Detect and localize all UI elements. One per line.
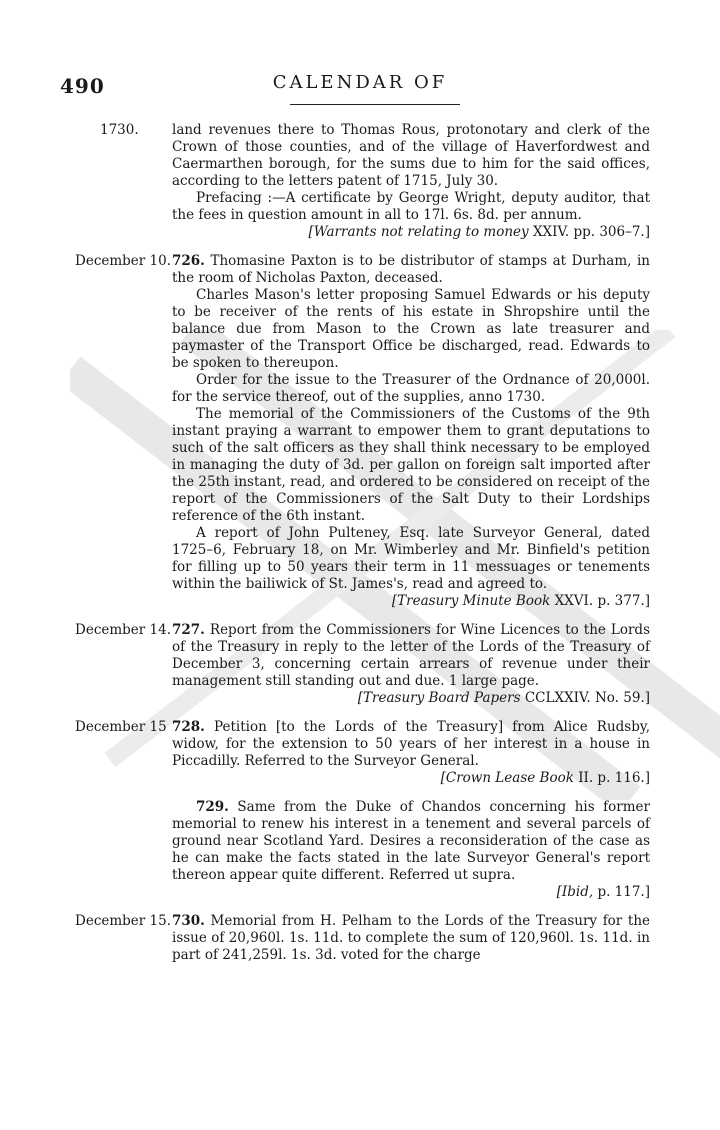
entry-number: 730. xyxy=(172,913,205,929)
entry-paragraph: 726. Thomasine Paxton is to be distributor of stamps at Durham, in the room of Nicholas Paxton, deceased. xyxy=(172,253,651,286)
entry-number: 726. xyxy=(172,253,205,269)
entry-date: December 15. xyxy=(75,913,172,929)
entry-729 xyxy=(0,799,720,901)
entry-paragraph: A report of John Pulteney, Esq. late Surveyor General, dated 1725–6, February 18, on Mr. Wimberley and Mr. Binfield's petition for filling up to 50 years their term in 11 messuages or tenements within the bailiwick of St. James's, read and agreed to. xyxy=(172,525,650,592)
entry-number: 729. xyxy=(196,799,229,815)
entry-year: 1730. xyxy=(100,122,139,138)
entry-paragraph: Charles Mason's letter proposing Samuel Edwards or his deputy to be receiver of the rents of his estate in Shropshire until the balance due from Mason to the Crown as late treasurer and paymaster of the Transport Office be discharged, read. Edwards to be spoken to thereupon. xyxy=(172,287,650,371)
entry-date: December 10. xyxy=(75,253,172,269)
source-reference: [Warrants not relating to money XXIV. pp. 306–7.] xyxy=(308,224,650,240)
entry-date: December 14. xyxy=(75,622,172,638)
entry-number: 727. xyxy=(172,622,205,638)
source-reference: [Ibid, p. 117.] xyxy=(556,884,650,900)
entry-727 xyxy=(0,622,720,707)
entry-number: 728. xyxy=(172,719,205,735)
entry-paragraph: The memorial of the Commissioners of the Customs of the 9th instant praying a warrant to empower them to grant deputations to such of the salt officers as they shall think necessary to be employed in managing the duty of 3d. per gallon on foreign salt imported after the 25th instant, read, and ordered to be considered on receipt of the report of the Commissioners of the Salt Duty to their Lordships reference of the 6th instant. xyxy=(172,406,650,524)
entry-paragraph: 727. Report from the Commissioners for Wine Licences to the Lords of the Treasury in reply to the letter of the Lords of the Treasury of December 3, concerning certain arrears of revenue under their management still standing out and due. 1 large page. xyxy=(172,622,651,689)
page-number: 490 xyxy=(60,74,105,98)
entry-date: December 15 xyxy=(75,719,167,735)
source-reference: [Crown Lease Book II. p. 116.] xyxy=(440,770,650,786)
entry-paragraph: land revenues there to Thomas Rous, protonotary and clerk of the Crown of those counties, and of the village of Haverfordwest and Caermarthen borough, for the sums due to him for the said offices, according to the letters patent of 1715, July 30. xyxy=(172,122,650,189)
calendar-content xyxy=(0,122,720,976)
entry-726 xyxy=(0,253,720,610)
entry-paragraph: Order for the issue to the Treasurer of the Ordnance of 20,000l. for the service thereof, out of the supplies, anno 1730. xyxy=(172,372,650,405)
entry-paragraph: Prefacing :—A certificate by George Wright, deputy auditor, that the fees in question amount in all to 17l. 6s. 8d. per annum. xyxy=(172,190,650,223)
source-reference: [Treasury Board Papers CCLXXIV. No. 59.] xyxy=(357,690,650,706)
page-header xyxy=(0,70,720,110)
running-head: CALENDAR OF xyxy=(272,72,448,93)
entry-730 xyxy=(0,913,720,964)
entry-paragraph: 729. Same from the Duke of Chandos concerning his former memorial to renew his interest in a tenement and several parcels of ground near Scotland Yard. Desires a reconsideration of the case as he can make the facts stated in the late Surveyor General's report thereon appear quite different. Referred ut supra. xyxy=(172,799,650,883)
entry-paragraph: 730. Memorial from H. Pelham to the Lords of the Treasury for the issue of 20,960l. 1s. 11d. to complete the sum of 120,960l. 1s. 11d. in part of 241,259l. 1s. 3d. voted for the charge xyxy=(172,913,651,963)
entry-continuation xyxy=(0,122,720,241)
entry-728 xyxy=(0,719,720,787)
source-reference: [Treasury Minute Book XXVI. p. 377.] xyxy=(391,593,650,609)
header-rule xyxy=(290,104,460,105)
entry-paragraph: 728. Petition [to the Lords of the Treasury] from Alice Rudsby, widow, for the extension to 50 years of her interest in a house in Piccadilly. Referred to the Surveyor General. xyxy=(172,719,650,769)
